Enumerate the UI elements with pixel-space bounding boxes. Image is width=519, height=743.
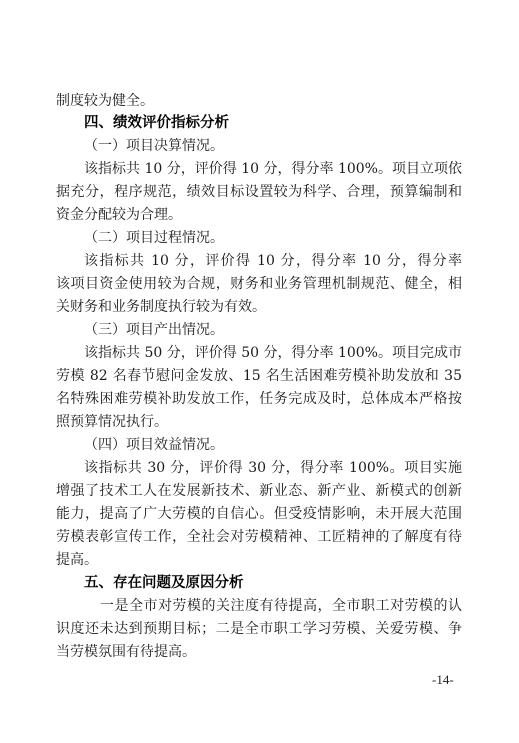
text-line: 资金分配较为合理。	[56, 207, 182, 223]
subsection-heading: （二）项目过程情况。	[84, 230, 224, 246]
text-line: 照预算情况执行。	[56, 414, 168, 430]
subsection-heading: （四）项目效益情况。	[84, 437, 224, 453]
text-line: 劳模 82 名春节慰问金发放、15 名生活困难劳模补助发放和 35	[56, 368, 462, 384]
text-line: 一是全市对劳模的关注度有待提高，全市职工对劳模的认	[100, 598, 462, 614]
page-number: -14-	[432, 672, 454, 687]
subsection-heading: （三）项目产出情况。	[84, 322, 224, 338]
text-line: 名特殊困难劳模补助发放工作，任务完成及时，总体成本严格按	[56, 391, 462, 407]
text-line: 该指标共 10 分，评价得 10 分，得分率 100%。项目立项依	[84, 161, 462, 177]
text-line: 该项目资金使用较为合规，财务和业务管理机制规范、健全，相	[56, 276, 462, 292]
text-line: 该指标共 10 分，评价得 10 分，得分率 10 分，得分率	[84, 253, 462, 269]
subsection-heading: （一）项目决算情况。	[84, 138, 224, 154]
text-line: 据充分，程序规范，绩效目标设置较为科学、合理，预算编制和	[56, 184, 462, 200]
text-line: 能力，提高了广大劳模的自信心。但受疫情影响，未开展大范围	[56, 506, 462, 522]
text-line: 提高。	[56, 552, 98, 568]
text-line: 关财务和业务制度执行较为有效。	[56, 299, 266, 315]
text-line: 该指标共 30 分，评价得 30 分，得分率 100%。项目实施	[84, 460, 462, 476]
section-heading: 四、绩效评价指标分析	[84, 115, 229, 131]
text-line: 该指标共 50 分，评价得 50 分，得分率 100%。项目完成市	[84, 345, 462, 361]
text-line: 识度还未达到预期目标；二是全市职工学习劳模、关爱劳模、争	[56, 621, 462, 637]
text-line: 当劳模氛围有待提高。	[56, 644, 196, 660]
text-line: 劳模表彰宣传工作，全社会对劳模精神、工匠精神的了解度有待	[56, 529, 462, 545]
section-heading: 五、存在问题及原因分析	[84, 575, 244, 591]
text-line: 制度较为健全。	[56, 93, 154, 109]
text-line: 增强了技术工人在发展新技术、新业态、新产业、新模式的创新	[56, 483, 462, 499]
